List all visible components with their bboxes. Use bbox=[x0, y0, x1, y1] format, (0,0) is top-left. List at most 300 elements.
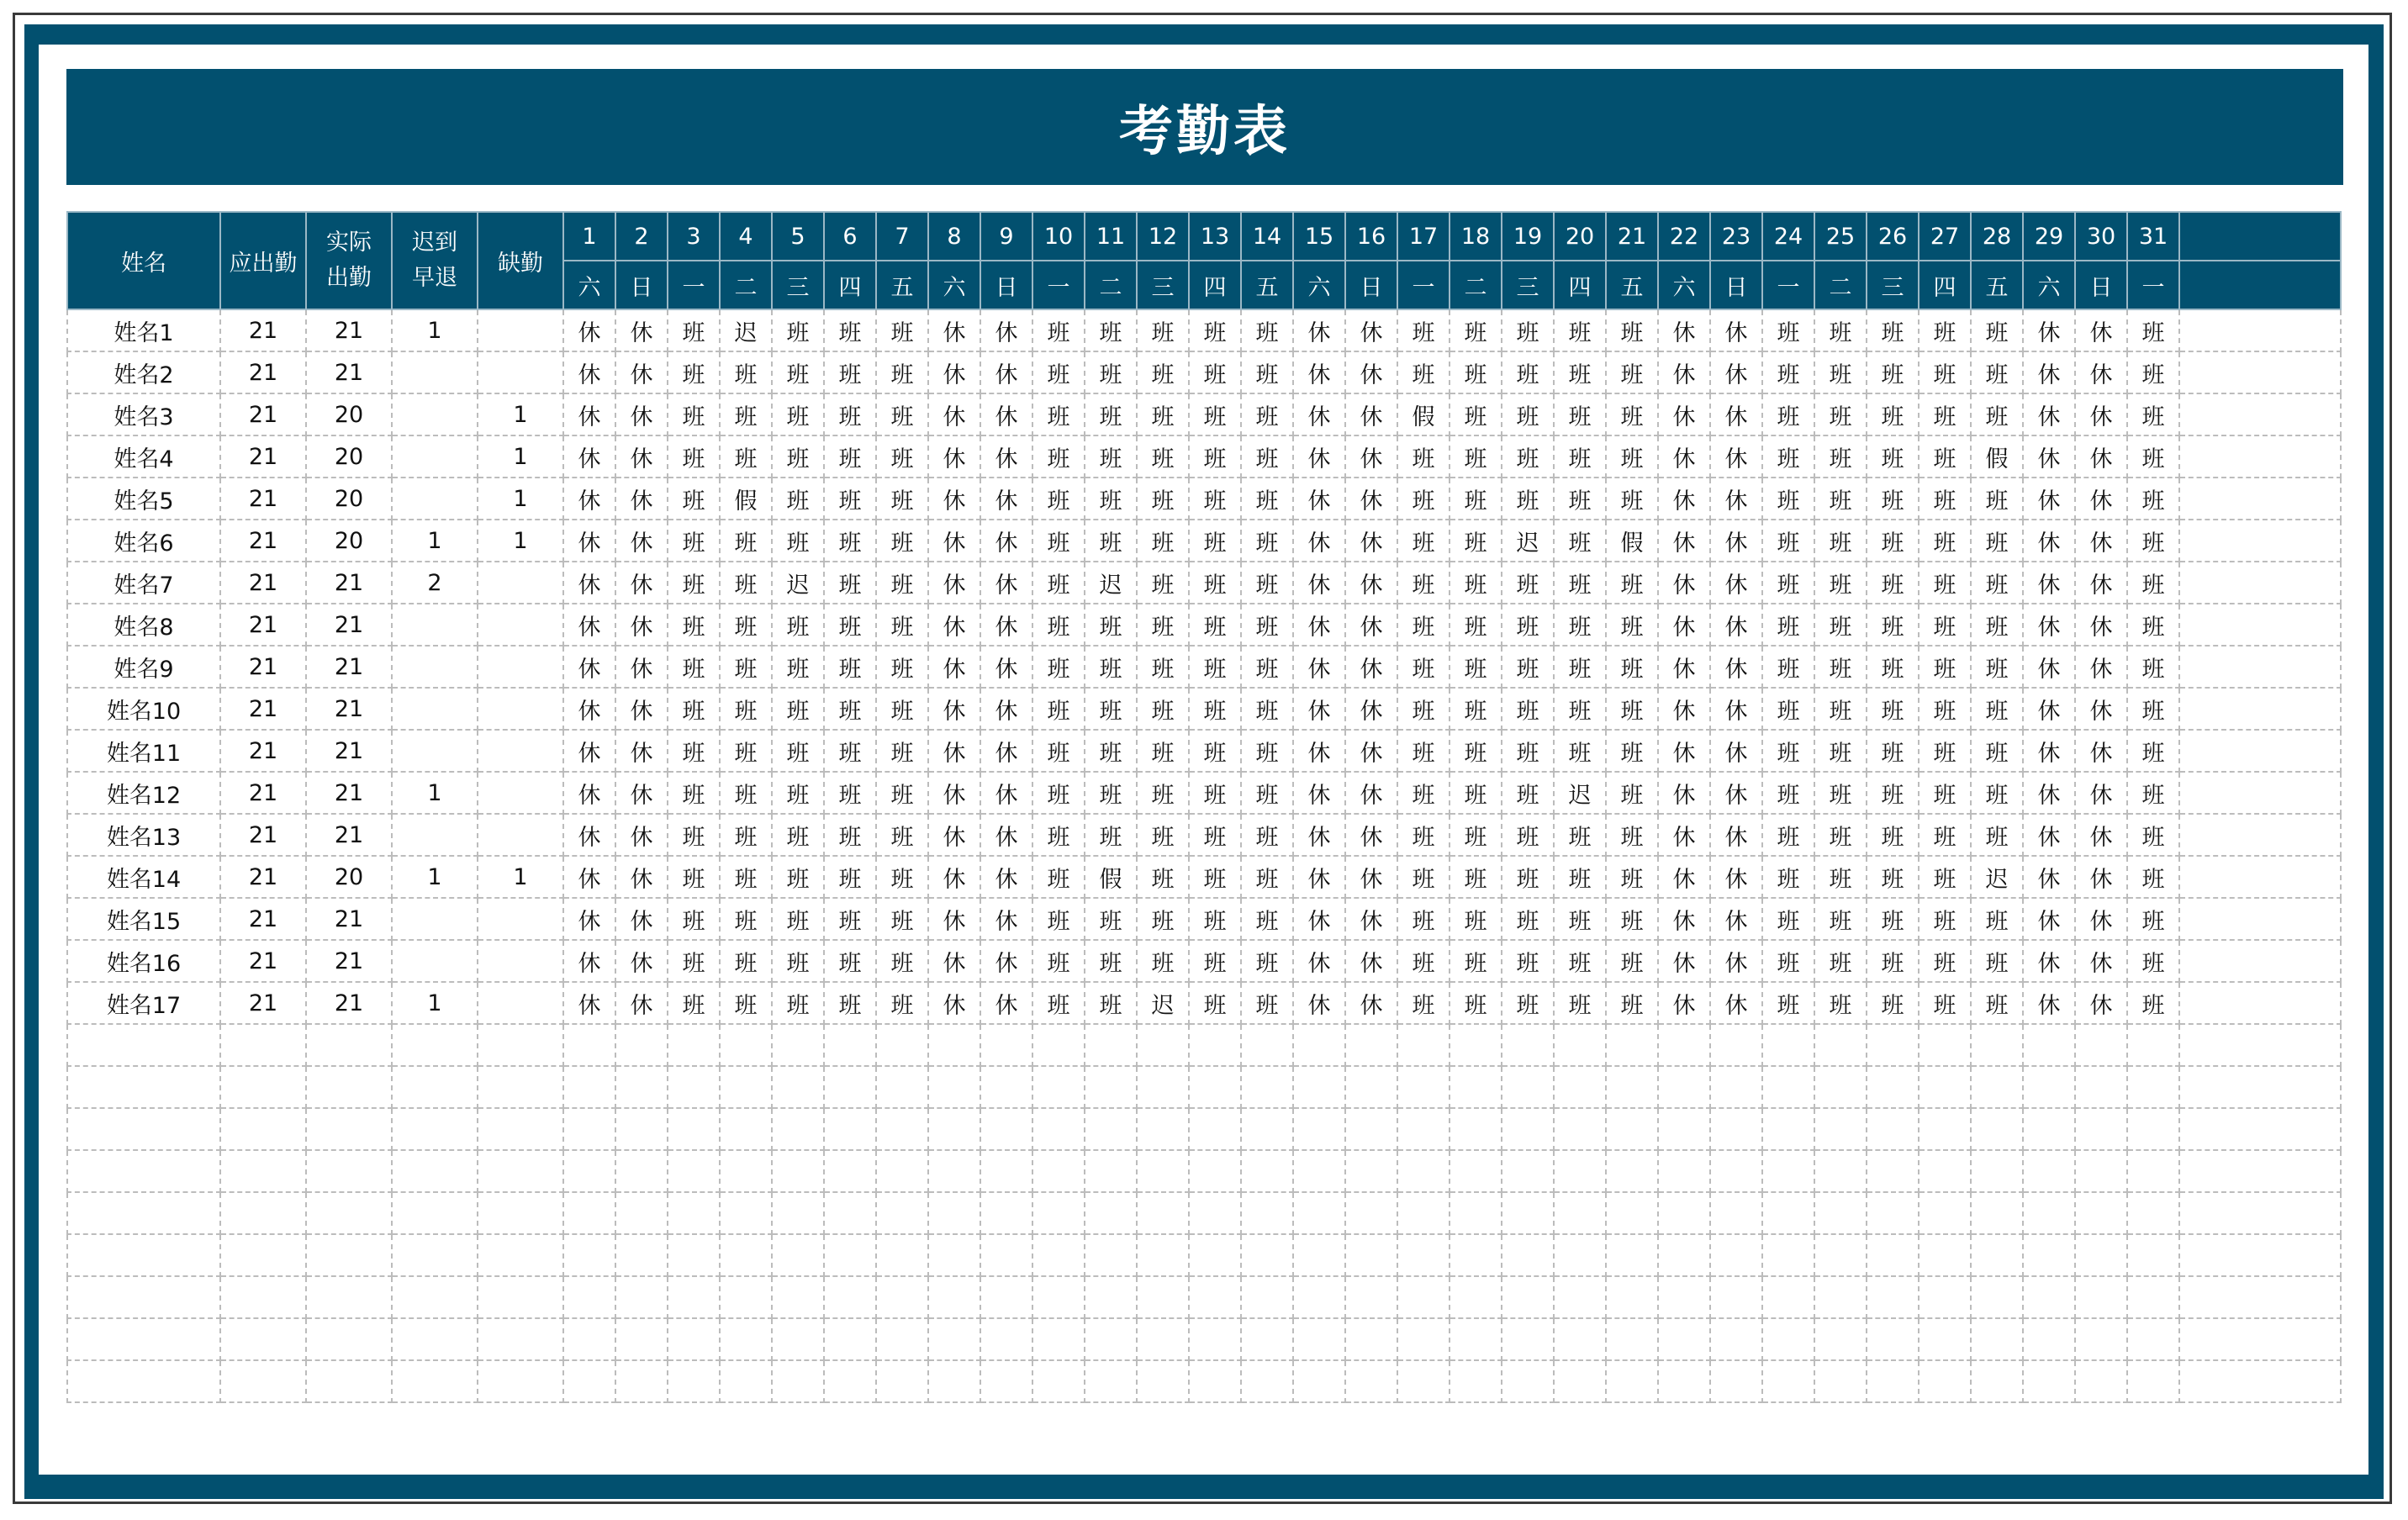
day-status-cell[interactable]: 假 bbox=[1606, 520, 1658, 562]
day-status-cell[interactable]: 休 bbox=[563, 393, 615, 435]
day-status-cell[interactable]: 班 bbox=[876, 856, 928, 898]
empty-cell[interactable] bbox=[824, 1192, 876, 1234]
expected-days-cell[interactable]: 21 bbox=[220, 562, 306, 604]
empty-cell[interactable] bbox=[1137, 1066, 1189, 1108]
empty-cell[interactable] bbox=[1919, 1066, 1971, 1108]
empty-cell[interactable] bbox=[2075, 1024, 2127, 1066]
empty-cell[interactable] bbox=[1606, 1192, 1658, 1234]
day-status-cell[interactable]: 班 bbox=[1502, 814, 1554, 856]
day-status-cell[interactable]: 班 bbox=[1189, 562, 1241, 604]
absent-count-cell[interactable] bbox=[478, 730, 563, 772]
empty-cell[interactable] bbox=[1293, 1276, 1345, 1318]
day-status-cell[interactable]: 班 bbox=[1762, 478, 1814, 520]
day-status-cell[interactable]: 班 bbox=[1762, 393, 1814, 435]
empty-cell[interactable] bbox=[1762, 1276, 1814, 1318]
day-status-cell[interactable]: 班 bbox=[824, 520, 876, 562]
day-status-cell[interactable]: 班 bbox=[1971, 982, 2023, 1024]
day-status-cell[interactable]: 班 bbox=[1085, 520, 1137, 562]
day-status-cell[interactable]: 班 bbox=[1450, 814, 1502, 856]
empty-cell[interactable] bbox=[772, 1360, 824, 1402]
day-status-cell[interactable]: 班 bbox=[1606, 856, 1658, 898]
empty-cell[interactable] bbox=[1762, 1024, 1814, 1066]
day-status-cell[interactable]: 班 bbox=[1241, 730, 1293, 772]
day-status-cell[interactable]: 班 bbox=[668, 393, 720, 435]
day-status-cell[interactable]: 休 bbox=[1293, 688, 1345, 730]
day-status-cell[interactable]: 班 bbox=[1554, 520, 1606, 562]
day-status-cell[interactable]: 班 bbox=[1450, 982, 1502, 1024]
day-status-cell[interactable]: 班 bbox=[1867, 982, 1919, 1024]
absent-count-cell[interactable]: 1 bbox=[478, 393, 563, 435]
empty-cell[interactable] bbox=[1450, 1276, 1502, 1318]
extra-cell[interactable] bbox=[2179, 435, 2341, 478]
day-status-cell[interactable]: 班 bbox=[876, 688, 928, 730]
day-status-cell[interactable]: 班 bbox=[1606, 982, 1658, 1024]
day-status-cell[interactable]: 班 bbox=[1554, 730, 1606, 772]
day-status-cell[interactable]: 休 bbox=[563, 604, 615, 646]
empty-cell[interactable] bbox=[2179, 1276, 2341, 1318]
day-status-cell[interactable]: 班 bbox=[1762, 814, 1814, 856]
day-status-cell[interactable]: 班 bbox=[1762, 604, 1814, 646]
day-status-cell[interactable]: 班 bbox=[1867, 478, 1919, 520]
empty-cell[interactable] bbox=[1450, 1150, 1502, 1192]
day-status-cell[interactable]: 班 bbox=[1397, 772, 1450, 814]
day-status-cell[interactable]: 班 bbox=[824, 309, 876, 351]
empty-cell[interactable] bbox=[2075, 1066, 2127, 1108]
empty-cell[interactable] bbox=[1971, 1150, 2023, 1192]
empty-cell[interactable] bbox=[928, 1150, 980, 1192]
day-status-cell[interactable]: 迟 bbox=[1085, 562, 1137, 604]
day-status-cell[interactable]: 休 bbox=[563, 898, 615, 940]
empty-cell[interactable] bbox=[1085, 1024, 1137, 1066]
empty-cell[interactable] bbox=[772, 1108, 824, 1150]
day-status-cell[interactable]: 休 bbox=[1710, 604, 1762, 646]
day-status-cell[interactable]: 班 bbox=[1241, 562, 1293, 604]
absent-count-cell[interactable]: 1 bbox=[478, 478, 563, 520]
late-count-cell[interactable] bbox=[392, 646, 478, 688]
day-status-cell[interactable]: 班 bbox=[1606, 814, 1658, 856]
day-status-cell[interactable]: 班 bbox=[668, 772, 720, 814]
day-status-cell[interactable]: 班 bbox=[1032, 520, 1085, 562]
empty-cell[interactable] bbox=[1867, 1318, 1919, 1360]
day-status-cell[interactable]: 班 bbox=[1241, 435, 1293, 478]
day-status-cell[interactable]: 班 bbox=[2127, 688, 2179, 730]
empty-cell[interactable] bbox=[1241, 1318, 1293, 1360]
actual-days-cell[interactable]: 20 bbox=[306, 393, 392, 435]
day-status-cell[interactable]: 班 bbox=[1189, 520, 1241, 562]
empty-cell[interactable] bbox=[980, 1318, 1032, 1360]
empty-cell[interactable] bbox=[1814, 1234, 1867, 1276]
day-status-cell[interactable]: 休 bbox=[928, 562, 980, 604]
day-status-cell[interactable]: 休 bbox=[615, 562, 668, 604]
day-status-cell[interactable]: 班 bbox=[824, 814, 876, 856]
day-status-cell[interactable]: 迟 bbox=[1971, 856, 2023, 898]
day-status-cell[interactable]: 班 bbox=[2127, 940, 2179, 982]
day-status-cell[interactable]: 班 bbox=[1554, 982, 1606, 1024]
empty-cell[interactable] bbox=[1919, 1234, 1971, 1276]
day-status-cell[interactable]: 班 bbox=[1919, 772, 1971, 814]
empty-cell[interactable] bbox=[392, 1234, 478, 1276]
empty-cell[interactable] bbox=[220, 1108, 306, 1150]
day-status-cell[interactable]: 班 bbox=[1762, 435, 1814, 478]
empty-cell[interactable] bbox=[1397, 1318, 1450, 1360]
day-status-cell[interactable]: 班 bbox=[1762, 856, 1814, 898]
day-status-cell[interactable]: 班 bbox=[720, 856, 772, 898]
day-status-cell[interactable]: 休 bbox=[615, 730, 668, 772]
day-status-cell[interactable]: 班 bbox=[668, 982, 720, 1024]
empty-cell[interactable] bbox=[1606, 1108, 1658, 1150]
day-status-cell[interactable]: 班 bbox=[1867, 562, 1919, 604]
day-status-cell[interactable]: 班 bbox=[1241, 309, 1293, 351]
day-status-cell[interactable]: 班 bbox=[1814, 898, 1867, 940]
day-status-cell[interactable]: 休 bbox=[2075, 646, 2127, 688]
expected-days-cell[interactable]: 21 bbox=[220, 982, 306, 1024]
day-status-cell[interactable]: 班 bbox=[1450, 478, 1502, 520]
empty-cell[interactable] bbox=[563, 1234, 615, 1276]
day-status-cell[interactable]: 班 bbox=[1397, 688, 1450, 730]
empty-cell[interactable] bbox=[67, 1108, 220, 1150]
day-status-cell[interactable]: 班 bbox=[1032, 604, 1085, 646]
empty-cell[interactable] bbox=[1554, 1066, 1606, 1108]
day-status-cell[interactable]: 班 bbox=[824, 351, 876, 393]
absent-count-cell[interactable] bbox=[478, 562, 563, 604]
day-status-cell[interactable]: 班 bbox=[1971, 562, 2023, 604]
empty-cell[interactable] bbox=[67, 1024, 220, 1066]
day-status-cell[interactable]: 班 bbox=[1554, 604, 1606, 646]
day-status-cell[interactable]: 休 bbox=[2075, 772, 2127, 814]
empty-cell[interactable] bbox=[1345, 1360, 1397, 1402]
empty-cell[interactable] bbox=[772, 1192, 824, 1234]
empty-cell[interactable] bbox=[2023, 1318, 2075, 1360]
day-status-cell[interactable]: 班 bbox=[1554, 814, 1606, 856]
day-status-cell[interactable]: 班 bbox=[1189, 730, 1241, 772]
empty-cell[interactable] bbox=[668, 1150, 720, 1192]
day-status-cell[interactable]: 班 bbox=[772, 393, 824, 435]
day-status-cell[interactable]: 班 bbox=[1867, 688, 1919, 730]
expected-days-cell[interactable]: 21 bbox=[220, 393, 306, 435]
day-status-cell[interactable]: 休 bbox=[1293, 898, 1345, 940]
day-status-cell[interactable]: 休 bbox=[2023, 562, 2075, 604]
day-status-cell[interactable]: 休 bbox=[563, 309, 615, 351]
day-status-cell[interactable]: 班 bbox=[1241, 814, 1293, 856]
expected-days-cell[interactable]: 21 bbox=[220, 730, 306, 772]
extra-cell[interactable] bbox=[2179, 982, 2341, 1024]
expected-days-cell[interactable]: 21 bbox=[220, 309, 306, 351]
empty-cell[interactable] bbox=[1345, 1276, 1397, 1318]
empty-cell[interactable] bbox=[392, 1276, 478, 1318]
day-status-cell[interactable]: 休 bbox=[1345, 478, 1397, 520]
day-status-cell[interactable]: 班 bbox=[824, 940, 876, 982]
day-status-cell[interactable]: 班 bbox=[668, 351, 720, 393]
day-status-cell[interactable]: 休 bbox=[1293, 646, 1345, 688]
day-status-cell[interactable]: 班 bbox=[1189, 478, 1241, 520]
empty-cell[interactable] bbox=[1241, 1150, 1293, 1192]
extra-cell[interactable] bbox=[2179, 520, 2341, 562]
empty-cell[interactable] bbox=[1658, 1024, 1710, 1066]
day-status-cell[interactable]: 班 bbox=[1189, 435, 1241, 478]
empty-cell[interactable] bbox=[392, 1360, 478, 1402]
empty-cell[interactable] bbox=[1085, 1108, 1137, 1150]
empty-cell[interactable] bbox=[876, 1150, 928, 1192]
empty-cell[interactable] bbox=[1502, 1318, 1554, 1360]
employee-name-cell[interactable]: 姓名12 bbox=[67, 772, 220, 814]
day-status-cell[interactable]: 休 bbox=[1710, 898, 1762, 940]
empty-cell[interactable] bbox=[392, 1318, 478, 1360]
day-status-cell[interactable]: 班 bbox=[1554, 393, 1606, 435]
empty-cell[interactable] bbox=[668, 1066, 720, 1108]
empty-cell[interactable] bbox=[67, 1360, 220, 1402]
empty-cell[interactable] bbox=[1293, 1024, 1345, 1066]
empty-cell[interactable] bbox=[824, 1318, 876, 1360]
day-status-cell[interactable]: 休 bbox=[615, 982, 668, 1024]
day-status-cell[interactable]: 班 bbox=[824, 898, 876, 940]
day-status-cell[interactable]: 班 bbox=[1085, 478, 1137, 520]
day-status-cell[interactable]: 休 bbox=[2023, 982, 2075, 1024]
day-status-cell[interactable]: 班 bbox=[1554, 562, 1606, 604]
empty-cell[interactable] bbox=[1919, 1276, 1971, 1318]
empty-cell[interactable] bbox=[980, 1276, 1032, 1318]
day-status-cell[interactable]: 班 bbox=[772, 309, 824, 351]
empty-cell[interactable] bbox=[1293, 1318, 1345, 1360]
empty-cell[interactable] bbox=[1450, 1234, 1502, 1276]
day-status-cell[interactable]: 休 bbox=[1345, 730, 1397, 772]
actual-days-cell[interactable]: 21 bbox=[306, 940, 392, 982]
day-status-cell[interactable]: 班 bbox=[1814, 351, 1867, 393]
empty-cell[interactable] bbox=[2179, 1234, 2341, 1276]
empty-cell[interactable] bbox=[2023, 1276, 2075, 1318]
empty-cell[interactable] bbox=[1554, 1108, 1606, 1150]
day-status-cell[interactable]: 班 bbox=[1397, 730, 1450, 772]
day-status-cell[interactable]: 班 bbox=[1032, 856, 1085, 898]
empty-cell[interactable] bbox=[306, 1150, 392, 1192]
day-status-cell[interactable]: 休 bbox=[563, 814, 615, 856]
late-count-cell[interactable] bbox=[392, 604, 478, 646]
day-status-cell[interactable]: 班 bbox=[1919, 688, 1971, 730]
day-status-cell[interactable]: 班 bbox=[668, 520, 720, 562]
day-status-cell[interactable]: 休 bbox=[1293, 772, 1345, 814]
empty-cell[interactable] bbox=[1554, 1150, 1606, 1192]
empty-cell[interactable] bbox=[1032, 1276, 1085, 1318]
late-count-cell[interactable] bbox=[392, 393, 478, 435]
empty-cell[interactable] bbox=[1554, 1192, 1606, 1234]
day-status-cell[interactable]: 休 bbox=[615, 478, 668, 520]
day-status-cell[interactable]: 班 bbox=[1241, 898, 1293, 940]
day-status-cell[interactable]: 休 bbox=[980, 309, 1032, 351]
empty-cell[interactable] bbox=[478, 1192, 563, 1234]
day-status-cell[interactable]: 休 bbox=[2075, 562, 2127, 604]
empty-cell[interactable] bbox=[2127, 1276, 2179, 1318]
empty-cell[interactable] bbox=[2075, 1318, 2127, 1360]
empty-cell[interactable] bbox=[306, 1024, 392, 1066]
day-status-cell[interactable]: 班 bbox=[1137, 940, 1189, 982]
empty-cell[interactable] bbox=[615, 1360, 668, 1402]
day-status-cell[interactable]: 休 bbox=[1293, 435, 1345, 478]
expected-days-cell[interactable]: 21 bbox=[220, 478, 306, 520]
day-status-cell[interactable]: 休 bbox=[563, 351, 615, 393]
empty-cell[interactable] bbox=[1867, 1108, 1919, 1150]
day-status-cell[interactable]: 休 bbox=[615, 646, 668, 688]
day-status-cell[interactable]: 休 bbox=[928, 982, 980, 1024]
empty-cell[interactable] bbox=[615, 1234, 668, 1276]
empty-cell[interactable] bbox=[720, 1234, 772, 1276]
actual-days-cell[interactable]: 21 bbox=[306, 772, 392, 814]
empty-cell[interactable] bbox=[1345, 1108, 1397, 1150]
day-status-cell[interactable]: 休 bbox=[1345, 435, 1397, 478]
day-status-cell[interactable]: 休 bbox=[563, 688, 615, 730]
empty-cell[interactable] bbox=[876, 1276, 928, 1318]
day-status-cell[interactable]: 班 bbox=[1137, 351, 1189, 393]
empty-cell[interactable] bbox=[980, 1234, 1032, 1276]
day-status-cell[interactable]: 休 bbox=[928, 940, 980, 982]
empty-cell[interactable] bbox=[928, 1360, 980, 1402]
day-status-cell[interactable]: 班 bbox=[1085, 772, 1137, 814]
day-status-cell[interactable]: 班 bbox=[1085, 604, 1137, 646]
day-status-cell[interactable]: 休 bbox=[615, 604, 668, 646]
empty-cell[interactable] bbox=[1085, 1318, 1137, 1360]
day-status-cell[interactable]: 班 bbox=[1397, 351, 1450, 393]
day-status-cell[interactable]: 班 bbox=[1502, 562, 1554, 604]
day-status-cell[interactable]: 班 bbox=[876, 478, 928, 520]
empty-cell[interactable] bbox=[1345, 1024, 1397, 1066]
empty-cell[interactable] bbox=[1554, 1276, 1606, 1318]
empty-cell[interactable] bbox=[928, 1192, 980, 1234]
day-status-cell[interactable]: 休 bbox=[2023, 393, 2075, 435]
day-status-cell[interactable]: 班 bbox=[1032, 646, 1085, 688]
day-status-cell[interactable]: 班 bbox=[876, 814, 928, 856]
day-status-cell[interactable]: 班 bbox=[876, 393, 928, 435]
empty-cell[interactable] bbox=[1189, 1066, 1241, 1108]
day-status-cell[interactable]: 班 bbox=[1971, 688, 2023, 730]
empty-cell[interactable] bbox=[1241, 1360, 1293, 1402]
day-status-cell[interactable]: 休 bbox=[1293, 982, 1345, 1024]
day-status-cell[interactable]: 班 bbox=[1241, 393, 1293, 435]
absent-count-cell[interactable] bbox=[478, 604, 563, 646]
empty-cell[interactable] bbox=[1606, 1066, 1658, 1108]
day-status-cell[interactable]: 班 bbox=[1032, 562, 1085, 604]
empty-cell[interactable] bbox=[392, 1024, 478, 1066]
empty-cell[interactable] bbox=[668, 1360, 720, 1402]
empty-cell[interactable] bbox=[67, 1150, 220, 1192]
day-status-cell[interactable]: 班 bbox=[1814, 520, 1867, 562]
day-status-cell[interactable]: 休 bbox=[980, 772, 1032, 814]
day-status-cell[interactable]: 休 bbox=[1345, 604, 1397, 646]
empty-cell[interactable] bbox=[772, 1150, 824, 1192]
actual-days-cell[interactable]: 20 bbox=[306, 520, 392, 562]
day-status-cell[interactable]: 班 bbox=[824, 393, 876, 435]
empty-cell[interactable] bbox=[1710, 1318, 1762, 1360]
day-status-cell[interactable]: 班 bbox=[1189, 814, 1241, 856]
day-status-cell[interactable]: 班 bbox=[1137, 898, 1189, 940]
empty-cell[interactable] bbox=[1345, 1234, 1397, 1276]
day-status-cell[interactable]: 班 bbox=[772, 856, 824, 898]
employee-name-cell[interactable]: 姓名13 bbox=[67, 814, 220, 856]
day-status-cell[interactable]: 班 bbox=[824, 982, 876, 1024]
day-status-cell[interactable]: 休 bbox=[2023, 309, 2075, 351]
day-status-cell[interactable]: 休 bbox=[2075, 309, 2127, 351]
empty-cell[interactable] bbox=[563, 1360, 615, 1402]
empty-cell[interactable] bbox=[478, 1024, 563, 1066]
extra-cell[interactable] bbox=[2179, 730, 2341, 772]
day-status-cell[interactable]: 休 bbox=[1293, 351, 1345, 393]
day-status-cell[interactable]: 班 bbox=[1397, 814, 1450, 856]
day-status-cell[interactable]: 休 bbox=[2075, 351, 2127, 393]
day-status-cell[interactable]: 休 bbox=[1658, 351, 1710, 393]
day-status-cell[interactable]: 班 bbox=[1137, 646, 1189, 688]
day-status-cell[interactable]: 班 bbox=[720, 940, 772, 982]
day-status-cell[interactable]: 休 bbox=[1658, 435, 1710, 478]
empty-cell[interactable] bbox=[1189, 1360, 1241, 1402]
empty-cell[interactable] bbox=[1919, 1360, 1971, 1402]
empty-cell[interactable] bbox=[1710, 1024, 1762, 1066]
day-status-cell[interactable]: 休 bbox=[928, 772, 980, 814]
day-status-cell[interactable]: 休 bbox=[1658, 814, 1710, 856]
day-status-cell[interactable]: 休 bbox=[1658, 898, 1710, 940]
day-status-cell[interactable]: 班 bbox=[1554, 940, 1606, 982]
empty-cell[interactable] bbox=[1554, 1024, 1606, 1066]
day-status-cell[interactable]: 班 bbox=[1762, 646, 1814, 688]
day-status-cell[interactable]: 休 bbox=[1658, 646, 1710, 688]
empty-cell[interactable] bbox=[1085, 1066, 1137, 1108]
empty-cell[interactable] bbox=[1919, 1024, 1971, 1066]
empty-cell[interactable] bbox=[1606, 1276, 1658, 1318]
empty-cell[interactable] bbox=[876, 1192, 928, 1234]
day-status-cell[interactable]: 休 bbox=[1710, 772, 1762, 814]
day-status-cell[interactable]: 班 bbox=[2127, 604, 2179, 646]
day-status-cell[interactable]: 休 bbox=[1658, 940, 1710, 982]
day-status-cell[interactable]: 班 bbox=[1397, 982, 1450, 1024]
day-status-cell[interactable]: 休 bbox=[1345, 982, 1397, 1024]
day-status-cell[interactable]: 班 bbox=[1397, 478, 1450, 520]
day-status-cell[interactable]: 班 bbox=[1554, 898, 1606, 940]
day-status-cell[interactable]: 班 bbox=[876, 562, 928, 604]
day-status-cell[interactable]: 班 bbox=[1397, 604, 1450, 646]
day-status-cell[interactable]: 休 bbox=[1293, 393, 1345, 435]
day-status-cell[interactable]: 休 bbox=[615, 814, 668, 856]
empty-cell[interactable] bbox=[772, 1318, 824, 1360]
empty-cell[interactable] bbox=[306, 1276, 392, 1318]
day-status-cell[interactable]: 班 bbox=[1241, 856, 1293, 898]
day-status-cell[interactable]: 班 bbox=[1867, 604, 1919, 646]
empty-cell[interactable] bbox=[392, 1150, 478, 1192]
actual-days-cell[interactable]: 21 bbox=[306, 982, 392, 1024]
absent-count-cell[interactable] bbox=[478, 772, 563, 814]
day-status-cell[interactable]: 休 bbox=[1345, 898, 1397, 940]
day-status-cell[interactable]: 班 bbox=[720, 393, 772, 435]
empty-cell[interactable] bbox=[2127, 1234, 2179, 1276]
day-status-cell[interactable]: 休 bbox=[980, 646, 1032, 688]
day-status-cell[interactable]: 班 bbox=[1085, 393, 1137, 435]
day-status-cell[interactable]: 班 bbox=[1085, 351, 1137, 393]
empty-cell[interactable] bbox=[772, 1024, 824, 1066]
empty-cell[interactable] bbox=[1762, 1108, 1814, 1150]
empty-cell[interactable] bbox=[876, 1360, 928, 1402]
empty-cell[interactable] bbox=[615, 1108, 668, 1150]
empty-cell[interactable] bbox=[1606, 1318, 1658, 1360]
day-status-cell[interactable]: 休 bbox=[2023, 856, 2075, 898]
empty-cell[interactable] bbox=[615, 1318, 668, 1360]
empty-cell[interactable] bbox=[1606, 1024, 1658, 1066]
day-status-cell[interactable]: 班 bbox=[1606, 898, 1658, 940]
empty-cell[interactable] bbox=[980, 1360, 1032, 1402]
day-status-cell[interactable]: 班 bbox=[1554, 309, 1606, 351]
empty-cell[interactable] bbox=[2127, 1066, 2179, 1108]
day-status-cell[interactable]: 班 bbox=[1450, 898, 1502, 940]
day-status-cell[interactable]: 休 bbox=[928, 730, 980, 772]
empty-cell[interactable] bbox=[1710, 1276, 1762, 1318]
day-status-cell[interactable]: 休 bbox=[563, 982, 615, 1024]
late-count-cell[interactable] bbox=[392, 435, 478, 478]
empty-cell[interactable] bbox=[1032, 1108, 1085, 1150]
day-status-cell[interactable]: 班 bbox=[668, 940, 720, 982]
